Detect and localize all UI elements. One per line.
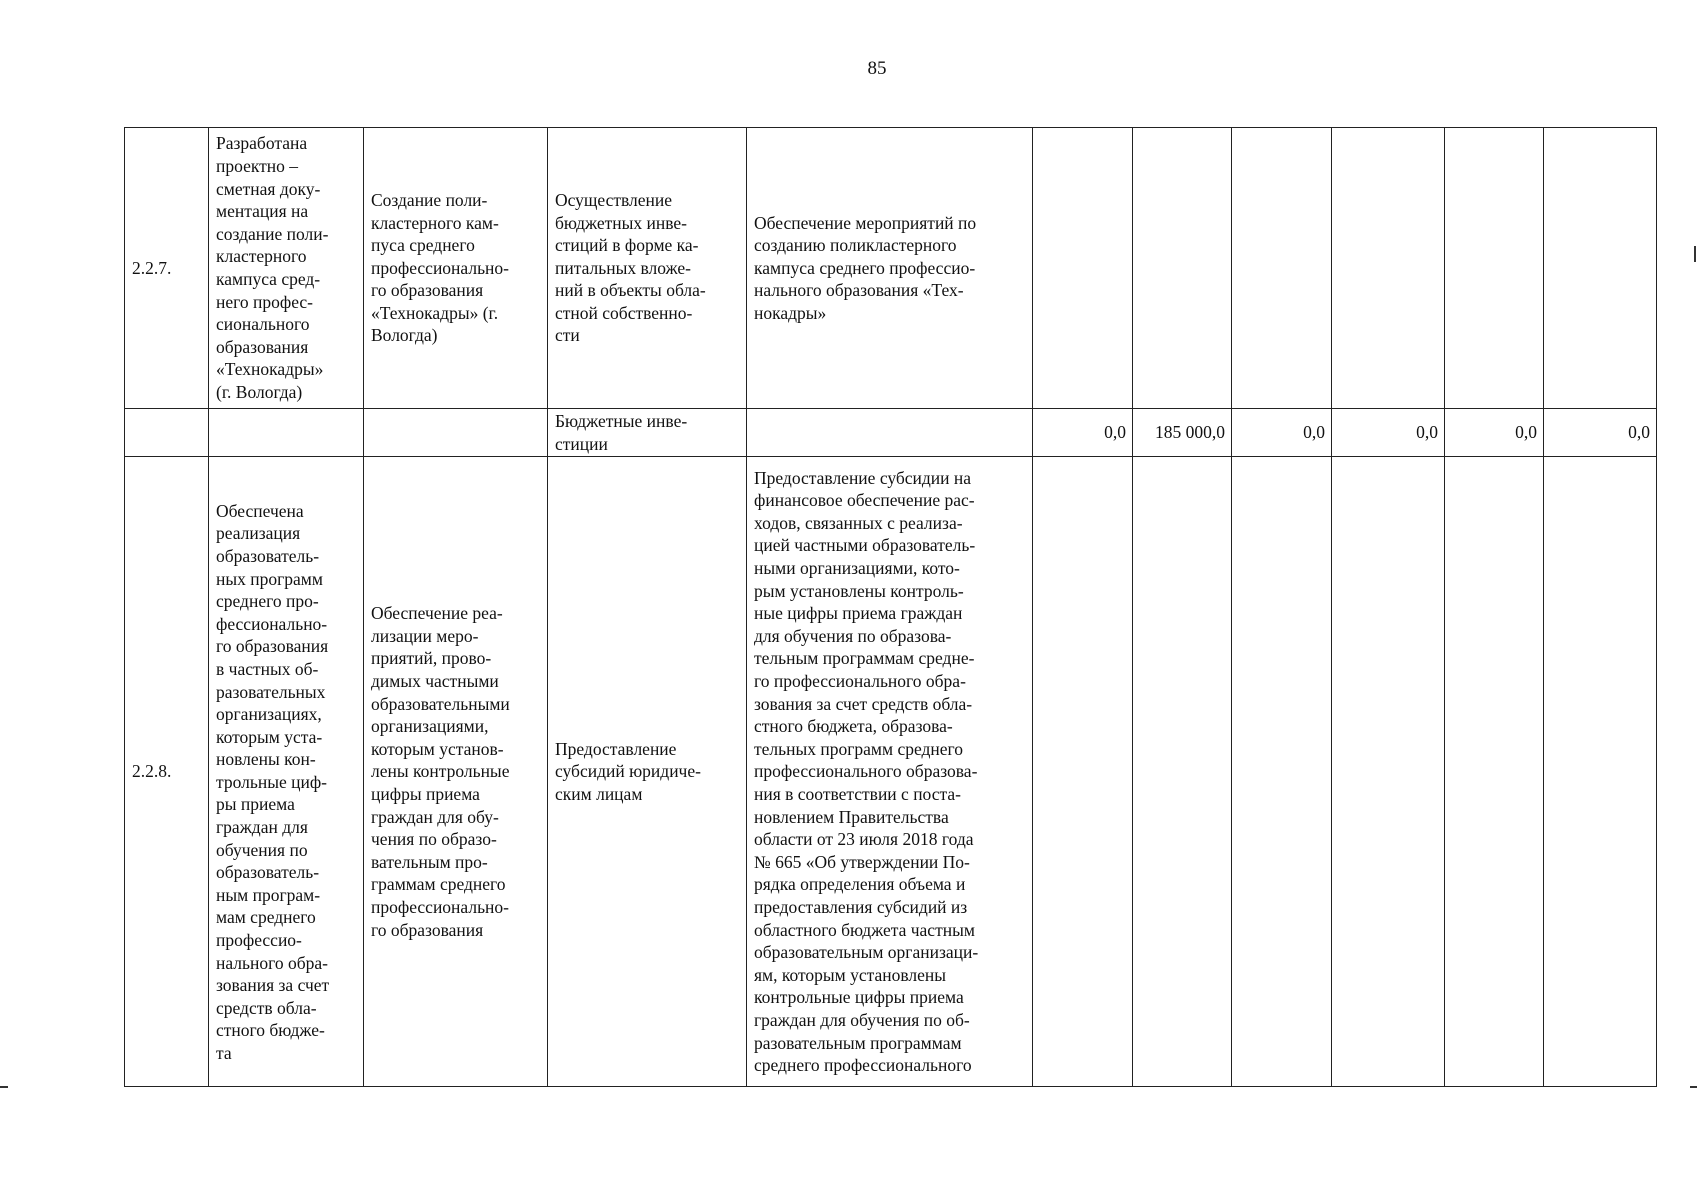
value-cell	[1544, 457, 1657, 1087]
text-line: ным програм-	[216, 884, 321, 905]
text-line: проектно –	[216, 156, 299, 177]
text-line: чения по образо-	[371, 829, 497, 850]
text-line: ными организациями, кото-	[754, 558, 960, 579]
mechanism-cell	[548, 409, 747, 457]
text-line: та	[216, 1043, 232, 1064]
text-line: организациях,	[216, 704, 322, 725]
event-name-cell	[364, 128, 548, 409]
text-line: которым установ-	[371, 738, 504, 759]
text-line: нального образования «Тех-	[754, 280, 964, 301]
event-name-text	[371, 189, 541, 347]
text-line: фессионально-	[216, 613, 328, 634]
mechanism-cell	[548, 457, 747, 1087]
page-number: 85	[867, 58, 887, 79]
description-cell	[747, 128, 1033, 409]
text-line: него профес-	[216, 291, 314, 312]
text-line: контрольные цифры приема	[754, 987, 964, 1008]
text-line: питальных вложе-	[555, 257, 692, 278]
text-line: Разработана	[216, 133, 308, 154]
value-cell	[1232, 128, 1332, 409]
text-line: области от 23 июля 2018 года	[754, 829, 974, 850]
text-line: цией частными образователь-	[754, 535, 976, 556]
text-line: (г. Вологда)	[216, 381, 303, 402]
scan-edge-mark	[1690, 1086, 1697, 1088]
empty-cell	[364, 409, 548, 457]
value-cell	[1133, 457, 1232, 1087]
text-line: профессионально-	[371, 257, 510, 278]
value-cell	[1033, 457, 1133, 1087]
value-2020: 185 000,0	[1133, 409, 1232, 457]
text-line: Осуществление	[555, 189, 673, 210]
text-line: ям, которым установлены	[754, 964, 947, 985]
text-line: го профессионального обра-	[754, 671, 966, 692]
scan-edge-mark	[1694, 246, 1696, 262]
text-line: в частных об-	[216, 658, 319, 679]
value-2022: 0,0	[1332, 409, 1445, 457]
value-cell	[1332, 128, 1445, 409]
value-cell	[1133, 128, 1232, 409]
table-row	[125, 409, 1657, 457]
text-line: созданию поликластерного	[754, 235, 957, 256]
text-line: образователь-	[216, 862, 320, 883]
text-line: граждан для	[216, 817, 308, 838]
mechanism-cell	[548, 128, 747, 409]
value-cell	[1332, 457, 1445, 1087]
text-line: среднего про-	[216, 591, 319, 612]
text-line: мам среднего	[216, 907, 316, 928]
text-line: профессио-	[216, 930, 302, 951]
text-line: тельным программам средне-	[754, 648, 975, 669]
text-line: стной собственно-	[555, 302, 693, 323]
event-name-cell	[364, 457, 548, 1087]
text-line: граммам среднего	[371, 874, 506, 895]
table-row	[125, 457, 1657, 1087]
text-line: пуса среднего	[371, 235, 475, 256]
text-line: зования за счет	[216, 975, 330, 996]
text-line: димых частными	[371, 671, 499, 692]
text-line: зования за счет средств обла-	[754, 693, 973, 714]
text-line: разовательным программам	[754, 1032, 962, 1053]
text-line: образовательными	[371, 693, 510, 714]
text-line: стиции	[555, 433, 608, 454]
text-line: го образования	[371, 919, 484, 940]
empty-cell	[209, 409, 364, 457]
text-line: образования	[216, 336, 309, 357]
text-line: рядка определения объема и	[754, 874, 966, 895]
text-line: ским лицам	[555, 783, 643, 804]
text-line: образовательным организаци-	[754, 942, 979, 963]
value-2023: 0,0	[1445, 409, 1544, 457]
value-cell	[1544, 128, 1657, 409]
text-line: лизации меро-	[371, 625, 479, 646]
text-line: ний в объекты обла-	[555, 280, 706, 301]
text-line: стного бюдже-	[216, 1020, 325, 1041]
text-line: Создание поли-	[371, 189, 488, 210]
expected-result-text	[216, 132, 357, 403]
text-line: ры приема	[216, 794, 295, 815]
text-line: Обеспечена	[216, 500, 304, 521]
text-line: создание поли-	[216, 223, 329, 244]
text-line: областного бюджета частным	[754, 919, 975, 940]
text-line: ходов, связанных с реализа-	[754, 512, 963, 533]
text-line: цифры приема	[371, 783, 480, 804]
empty-cell	[747, 409, 1033, 457]
text-line: сти	[555, 325, 580, 346]
event-name-text	[371, 602, 541, 941]
mechanism-text	[555, 410, 740, 455]
text-line: рым установлены контроль-	[754, 580, 964, 601]
text-line: средств обла-	[216, 997, 317, 1018]
scan-edge-mark	[0, 1086, 8, 1088]
text-line: разовательных	[216, 681, 326, 702]
value-2019: 0,0	[1033, 409, 1133, 457]
description-text	[754, 467, 1026, 1077]
empty-cell	[125, 409, 209, 457]
text-line: профессионального образова-	[754, 761, 978, 782]
text-line: Обеспечение реа-	[371, 603, 503, 624]
text-line: образователь-	[216, 545, 320, 566]
text-line: для обучения по образова-	[754, 625, 952, 646]
text-line: новлены кон-	[216, 749, 316, 770]
text-line: финансовое обеспечение рас-	[754, 490, 975, 511]
text-line: стиций в форме ка-	[555, 235, 699, 256]
text-line: кластерного кам-	[371, 212, 499, 233]
text-line: лены контрольные	[371, 761, 510, 782]
item-code: 2.2.8.	[125, 457, 209, 1087]
text-line: приятий, прово-	[371, 648, 492, 669]
text-line: среднего профессионального	[754, 1055, 972, 1076]
expected-result-cell	[209, 128, 364, 409]
value-cell	[1232, 457, 1332, 1087]
item-code: 2.2.7.	[125, 128, 209, 409]
text-line: вательным про-	[371, 851, 488, 872]
text-line: ния в соответствии с поста-	[754, 783, 961, 804]
program-table	[124, 127, 1657, 1087]
text-line: Обеспечение мероприятий по	[754, 212, 977, 233]
text-line: реализация	[216, 523, 301, 544]
text-line: предоставления субсидий из	[754, 896, 968, 917]
text-line: Предоставление	[555, 738, 677, 759]
text-line: обучения по	[216, 839, 308, 860]
mechanism-text	[555, 738, 740, 806]
text-line: трольные циф-	[216, 771, 328, 792]
text-line: Предоставление субсидии на	[754, 467, 972, 488]
text-line: нального обра-	[216, 952, 328, 973]
text-line: сионального	[216, 314, 310, 335]
text-line: сметная доку-	[216, 178, 321, 199]
text-line: тельных программ среднего	[754, 738, 964, 759]
text-line: граждан для обучения по об-	[754, 1009, 970, 1030]
value-cell	[1445, 457, 1544, 1087]
description-text	[754, 212, 1026, 325]
table-row	[125, 128, 1657, 409]
text-line: «Технокадры»	[216, 359, 324, 380]
text-line: бюджетных инве-	[555, 212, 688, 233]
text-line: «Технокадры» (г.	[371, 302, 499, 323]
text-line: новлением Правительства	[754, 806, 949, 827]
value-cell	[1033, 128, 1133, 409]
text-line: кампуса сред-	[216, 269, 321, 289]
value-2024: 0,0	[1544, 409, 1657, 457]
text-line: го образования	[216, 636, 329, 657]
text-line: организациями,	[371, 716, 489, 737]
text-line: Бюджетные инве-	[555, 411, 688, 431]
value-cell	[1445, 128, 1544, 409]
text-line: нокадры»	[754, 302, 827, 323]
text-line: кампуса среднего профессио-	[754, 257, 976, 278]
text-line: которым уста-	[216, 726, 323, 747]
text-line: № 665 «Об утверждении По-	[754, 851, 970, 872]
expected-result-text	[216, 500, 357, 1065]
value-2021: 0,0	[1232, 409, 1332, 457]
text-line: кластерного	[216, 246, 307, 267]
text-line: ных программ	[216, 568, 323, 589]
text-line: субсидий юридиче-	[555, 761, 701, 782]
description-cell	[747, 457, 1033, 1087]
mechanism-text	[555, 189, 740, 347]
text-line: граждан для обу-	[371, 806, 499, 827]
text-line: го образования	[371, 280, 484, 301]
text-line: Вологда)	[371, 325, 438, 346]
text-line: ментация на	[216, 201, 309, 222]
text-line: стного бюджета, образова-	[754, 716, 953, 737]
text-line: ные цифры приема граждан	[754, 603, 963, 624]
text-line: профессионально-	[371, 896, 510, 917]
expected-result-cell	[209, 457, 364, 1087]
